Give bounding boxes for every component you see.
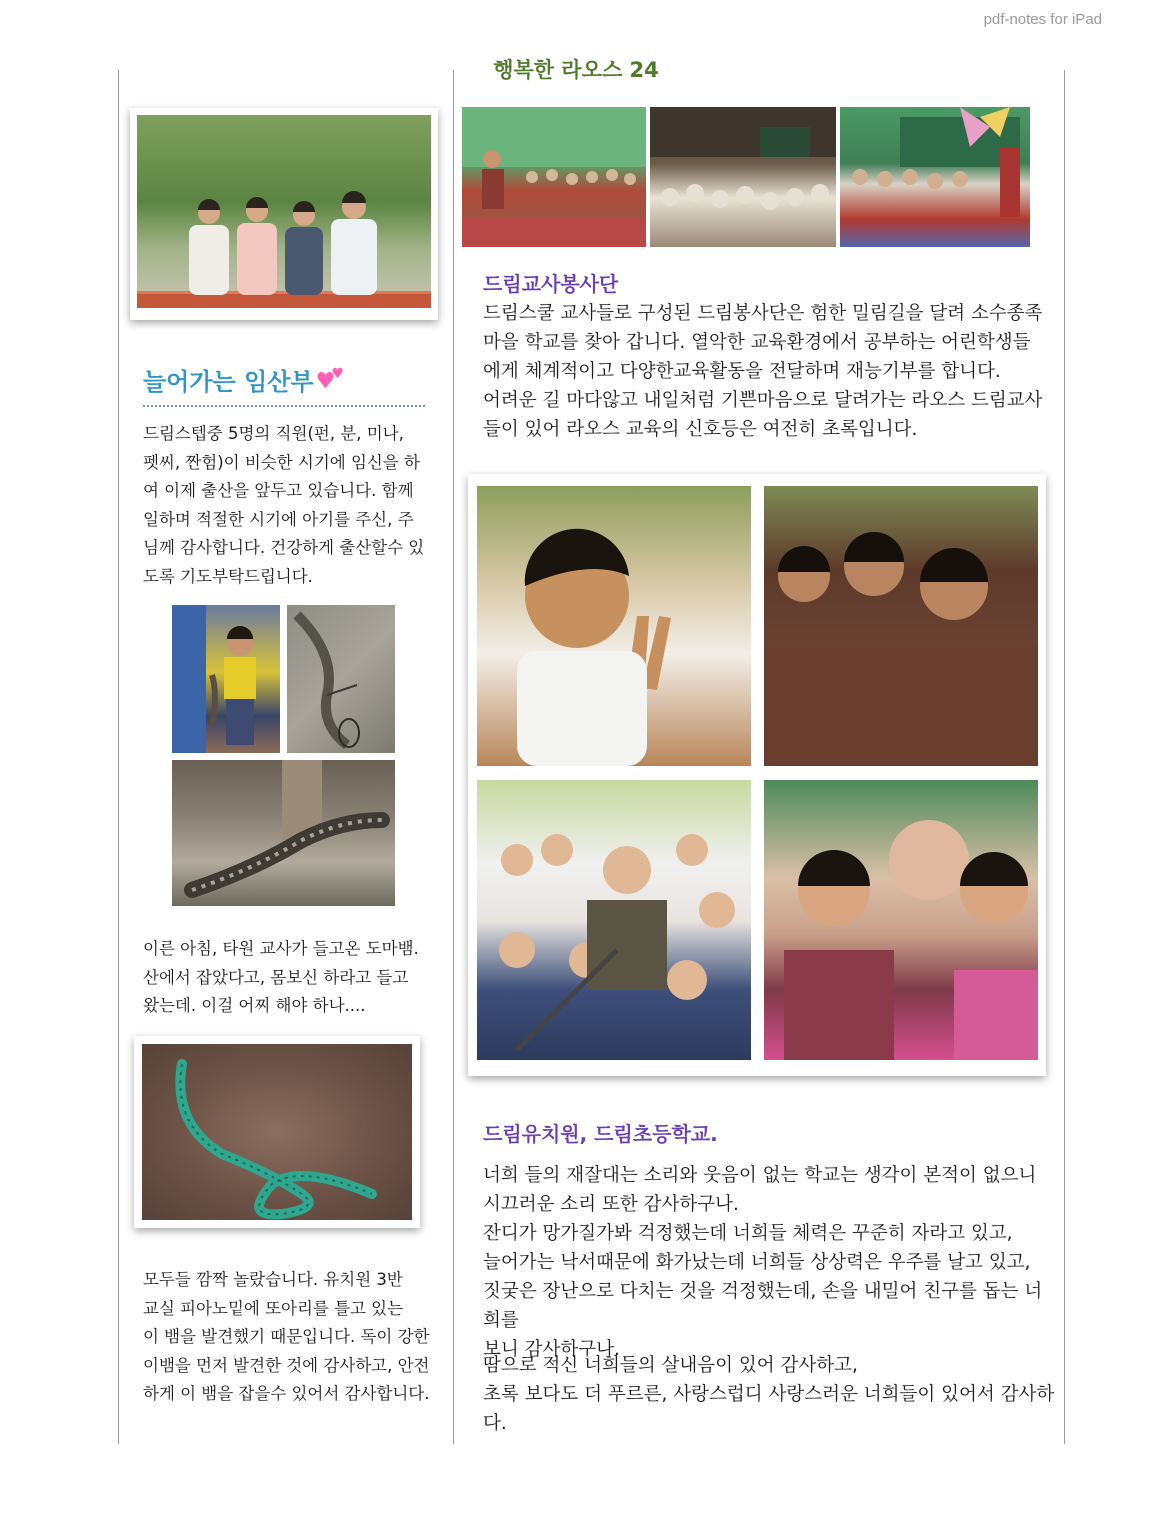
text-line: 보니 감사하구나. [483,1339,620,1360]
text-line: 이뱀을 먼저 발견한 것에 감사하고, 안전 [143,1355,430,1375]
kindergarten-closing [483,1351,1058,1438]
girls-smiling-illustration [764,486,1038,766]
volunteer-class-photo-2 [650,107,836,247]
text-line: 도록 기도부탁드립니다. [143,566,313,586]
hearts-icon: ♥♥ [315,366,344,394]
text-line: 초록 보다도 더 푸르른, 사랑스럽디 사랑스러운 너희들이 있어서 감사하다. [483,1384,1055,1434]
text-line: 드림스쿨 교사들로 구성된 드림봉사단은 험한 밀림길을 달려 소수종족 [483,303,1043,324]
text-line: 짓궂은 장난으로 다치는 것을 걱정했는데, 손을 내밀어 친구를 돕는 너희를 [483,1281,1043,1331]
pregnancy-heading-text: 늘어가는 임산부 [143,368,314,396]
lizard-tied-photo [287,605,395,753]
lizard-boy-illustration [172,605,280,753]
text-line: 에게 체계적이고 다양한교육활동을 전달하며 재능기부를 합니다. [483,361,1001,382]
teacher-selfie-photo [477,780,751,1060]
class-chalkboard-illustration [840,107,1030,247]
text-line: 늘어가는 낙서때문에 화가났는데 너희들 상상력은 우주를 날고 있고, [483,1252,1031,1273]
lizard-floor-illustration [172,760,395,906]
text-line: 여 이제 출산을 앞두고 있습니다. 함께 [143,481,414,500]
text-line: 시끄러운 소리 또한 감사하구나. [483,1194,739,1215]
children-collage-frame [468,474,1046,1076]
text-line: 드림스텝중 5명의 직원(펀, 분, 미나, [143,424,404,443]
text-line: 산에서 잡았다고, 몸보신 하라고 들고 [143,967,409,987]
snake-photo-frame [134,1036,420,1228]
text-line: 잔디가 망가질가봐 걱정했는데 너희들 체력은 꾸준히 자라고 있고, [483,1223,1013,1244]
lizard-tied-illustration [287,605,395,753]
text-line: 모두들 깜짝 놀랐습니다. 유치원 3반 [143,1270,403,1289]
kindergarten-paragraph [483,1161,1058,1364]
snake-paragraph [143,1266,438,1409]
page-title: 행복한 라오스 24 [493,58,659,82]
text-line: 일하며 적절한 시기에 아기를 주신, 주 [143,509,414,529]
column-divider-left [118,70,119,1444]
class-dance-illustration [462,107,646,247]
heading-underline [143,405,425,407]
text-line: 들이 있어 라오스 교육의 신호등은 여전히 초록입니다. [483,419,918,440]
pregnancy-heading [143,362,344,397]
lizard-boy-photo [172,605,280,753]
kindergarten-heading: 드림유치원, 드림초등학교. [483,1122,718,1146]
text-line: 이 뱀을 발견했기 때문입니다. 독이 강한 [143,1327,430,1346]
pregnancy-paragraph [143,420,433,591]
text-line: 마을 학교를 찾아 갑니다. 열악한 교육환경에서 공부하는 어린학생들 [483,332,1031,353]
column-divider-middle [453,70,454,1444]
text-line: 너희 들의 재잘대는 소리와 웃음이 없는 학교는 생각이 본적이 없으니 [483,1165,1037,1186]
volunteer-class-photo-3 [840,107,1030,247]
text-line: 펫씨, 짠험)이 비슷한 시기에 임신을 하 [143,452,420,472]
boy-victory-illustration [477,486,751,766]
text-line: 왔는데. 이걸 어찌 해야 하나.... [143,996,366,1015]
staff-group-illustration [137,115,431,308]
staff-photo-frame [130,108,438,320]
text-line: 이른 아침, 타원 교사가 들고온 도마뱀. [143,939,419,958]
lizard-floor-photo [172,760,395,906]
column-divider-right [1064,70,1065,1444]
app-watermark: pdf-notes for iPad [983,11,1102,28]
volunteer-paragraph [483,299,1053,444]
teacher-selfie-illustration [477,780,751,1060]
volunteer-class-photo-1 [462,107,646,247]
girls-smiling-photo [764,486,1038,766]
text-line: 땀으로 적신 너희들의 살내음이 있어 감사하고, [483,1355,858,1376]
text-line: 교실 피아노밑에 또아리를 틀고 있는 [143,1298,404,1318]
class-sitting-illustration [650,107,836,247]
boy-victory-photo [477,486,751,766]
snake-illustration [142,1044,412,1220]
staff-group-photo [137,115,431,308]
snake-photo [142,1044,412,1220]
teacher-hug-photo [764,780,1038,1060]
text-line: 님께 감사합니다. 건강하게 출산할수 있 [143,538,425,557]
teacher-hug-illustration [764,780,1038,1060]
volunteer-heading: 드림교사봉사단 [483,272,619,296]
text-line: 하게 이 뱀을 잡을수 있어서 감사합니다. [143,1384,430,1403]
text-line: 어려운 길 마다않고 내일처럼 기쁜마음으로 달려가는 라오스 드림교사 [483,390,1043,411]
lizard-paragraph [143,935,433,1021]
